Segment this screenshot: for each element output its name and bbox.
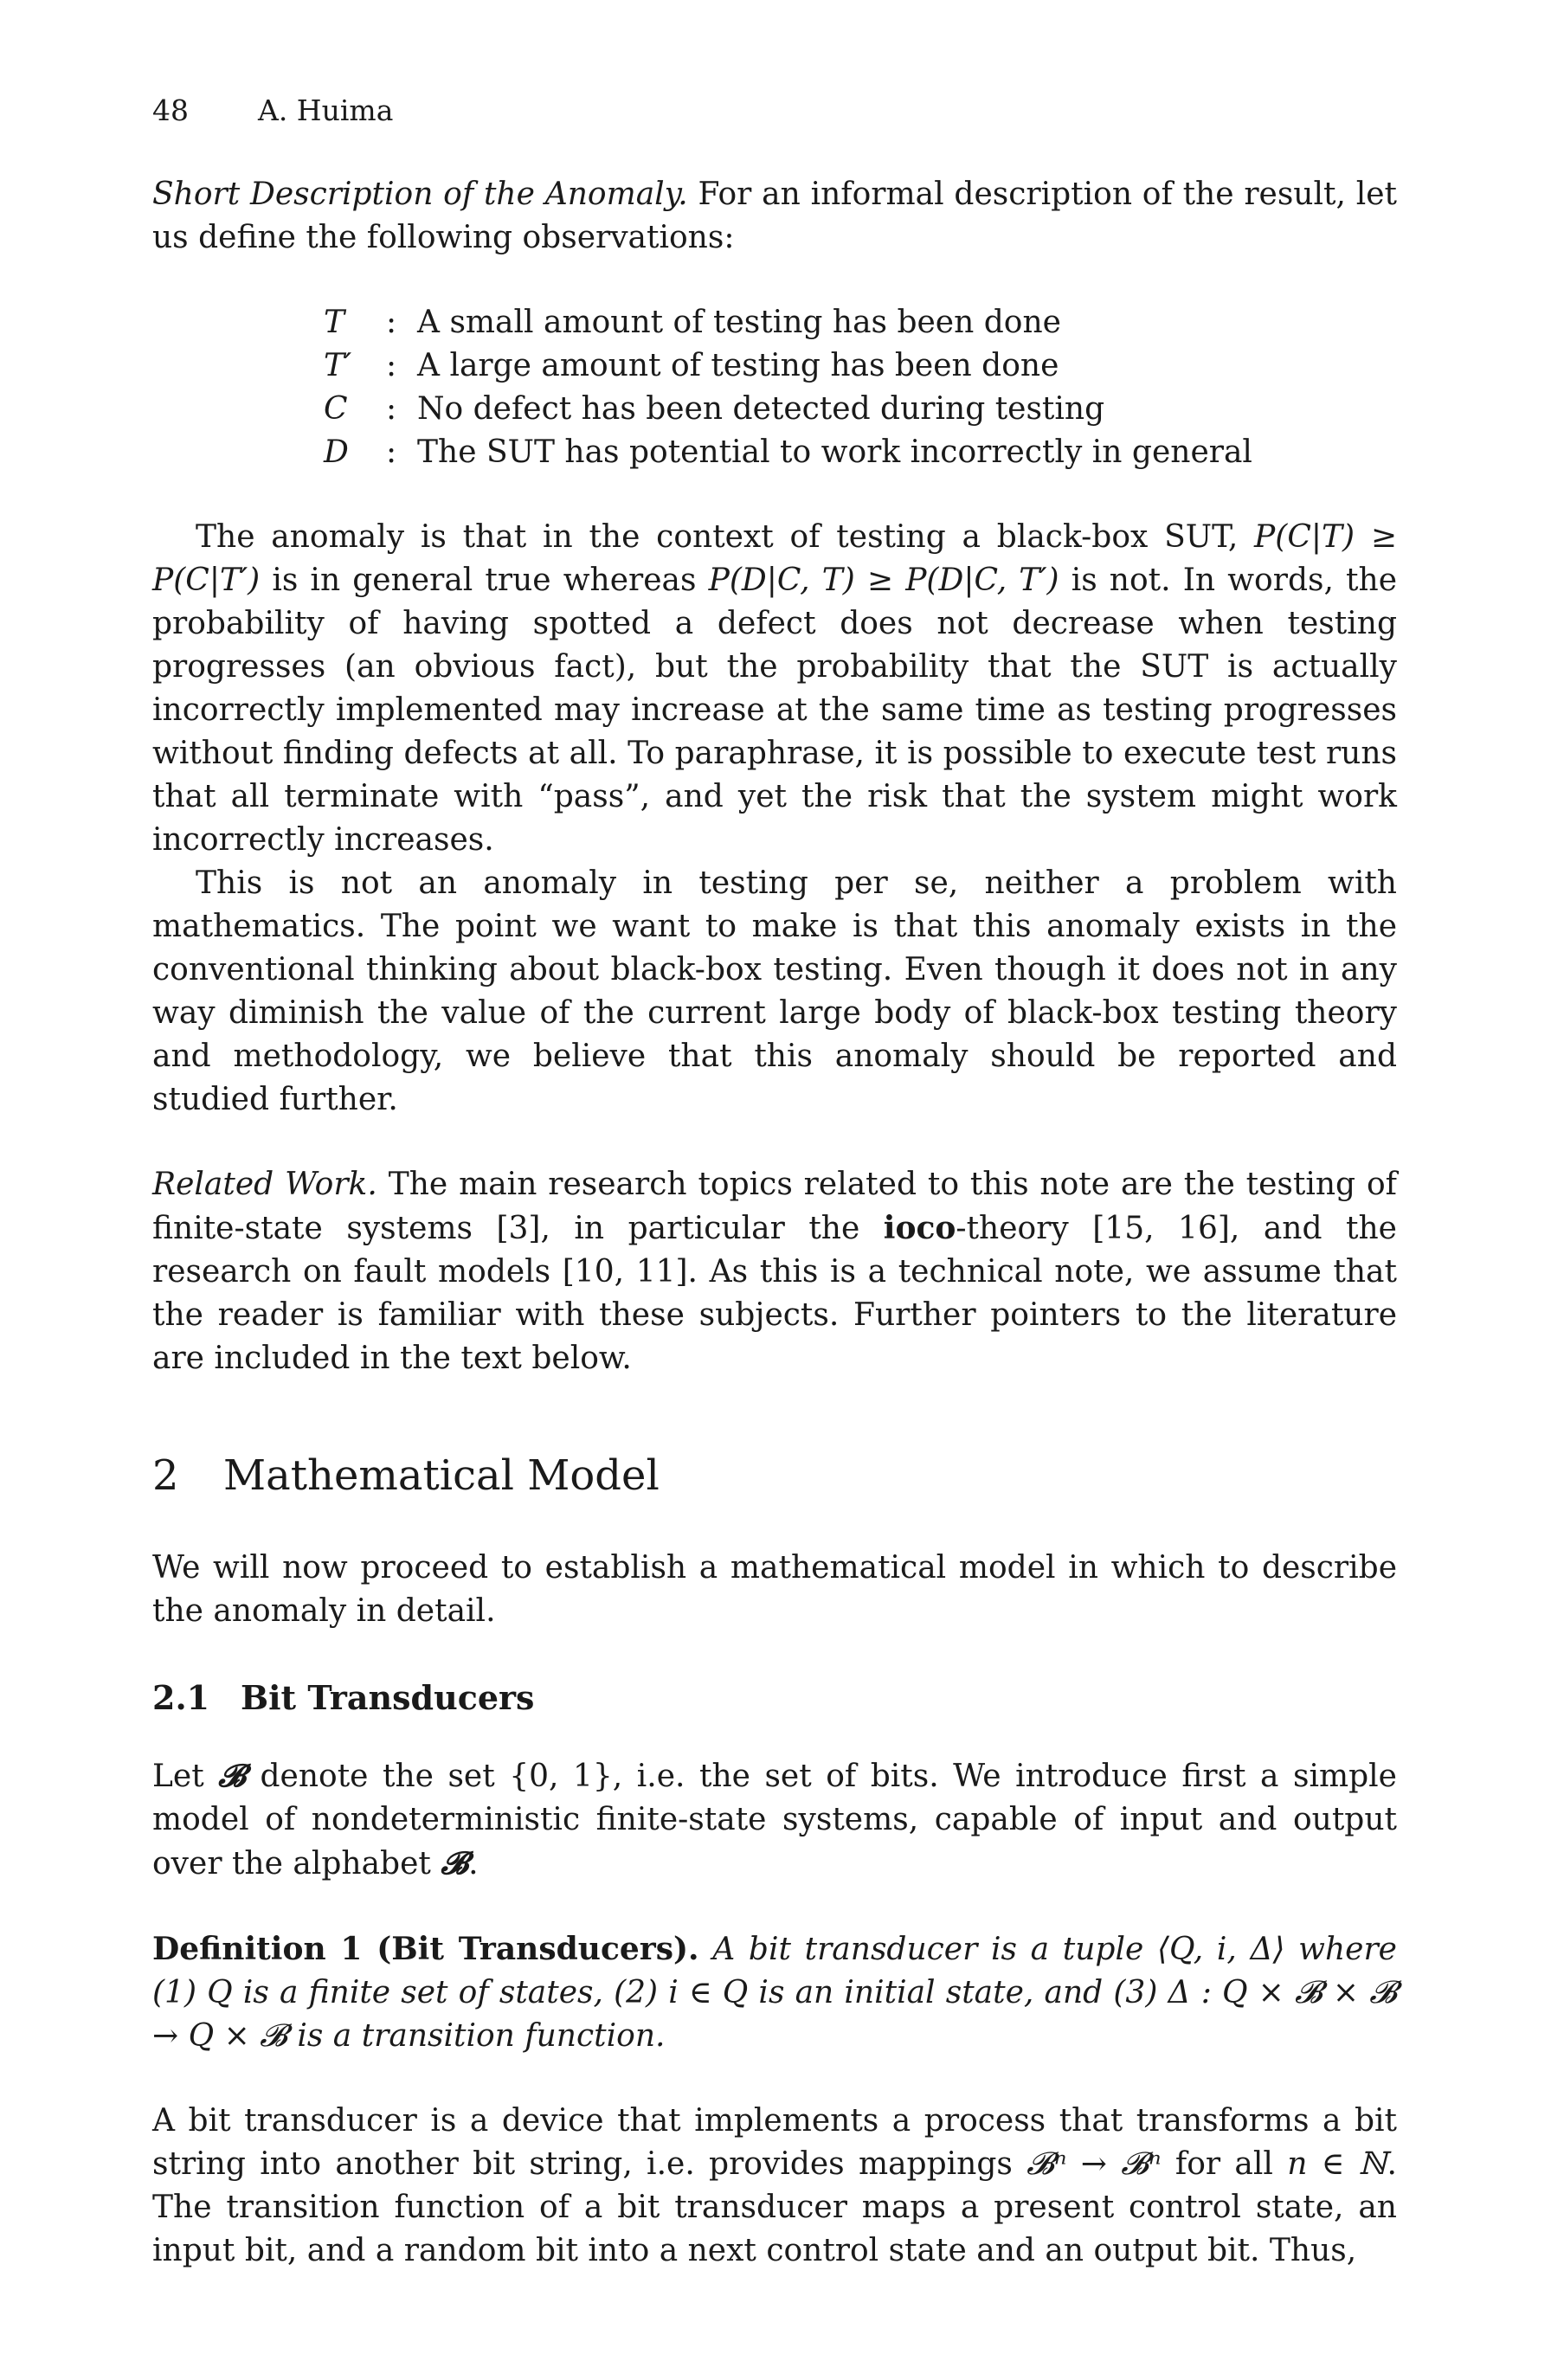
observation-symbol: C: [324, 391, 348, 427]
transducer-text-a: A bit transducer is a device that implements a process that transforms a bit string into another bit string, i.e. provides mappings: [152, 2103, 1397, 2182]
subsection-number: 2.1: [152, 1678, 210, 1717]
observation-item: C : No defect has been detected during testing: [324, 388, 1397, 431]
observation-item: T′ : A large amount of testing has been done: [324, 344, 1397, 388]
related-work-runin-heading: Related Work.: [152, 1167, 377, 1202]
observation-symbol: T: [324, 305, 345, 340]
formula-naturals: n ∈ ℕ: [1287, 2146, 1387, 2182]
observation-text: A large amount of testing has been done: [417, 348, 1059, 383]
bit-set-text-b: denote the set {0, 1}, i.e. the set of bits. We introduce first a simple model of nondeterministic finite-state systems, capable of input and output over the alphabet: [152, 1759, 1397, 1881]
transducer-text-c: . The transition function of a bit transducer maps a present control state, an input bit, and a random bit into a next control state and an output bit. Thus,: [152, 2146, 1397, 2268]
page-number: 48: [152, 93, 189, 127]
transducer-text-b: for all: [1175, 2146, 1273, 2182]
related-work-text-a: The main research topics related to this note are the testing of finite-state systems [3], in particular the: [152, 1167, 1397, 1246]
anomaly-paragraph-1-text-b: is in general true whereas: [272, 563, 697, 598]
anomaly-intro: [152, 173, 1397, 260]
bit-set-text-a: Let: [152, 1759, 204, 1794]
anomaly-runin-heading: Short Description of the Anomaly.: [152, 177, 688, 212]
related-work-paragraph: [152, 1163, 1397, 1380]
observation-symbol: D: [324, 434, 349, 470]
observation-item: D : The SUT has potential to work incorrectly in general: [324, 431, 1397, 474]
formula-mapping: 𝓑ⁿ → 𝓑ⁿ: [1026, 2146, 1162, 2182]
page: [152, 93, 1397, 2273]
subsection-title: Bit Transducers: [241, 1678, 535, 1717]
formula-conditional-coverage: P(C|T) ≥ P(C|T′): [152, 519, 1397, 598]
anomaly-paragraph-1: [152, 516, 1397, 862]
running-author: A. Huima: [258, 93, 394, 127]
ioco-term: ioco: [883, 1210, 956, 1246]
definition-1: [152, 1927, 1397, 2058]
anomaly-paragraph-1-text-c: is not. In words, the probability of having spotted a defect does not decrease when testing progresses (an obvious fact), but the probability that the SUT is actually incorrectly implemented may increase at the same time as testing progresses without finding defects at all. To paraphrase, it is possible to execute test runs that all terminate with “pass”, and yet the risk that the system might work incorrectly increases.: [152, 563, 1397, 858]
definition-label: Definition 1 (Bit Transducers).: [152, 1931, 699, 1967]
transducer-paragraph: [152, 2100, 1397, 2273]
anomaly-intro-text: For an informal description of the result, let us define the following observations:: [152, 177, 1397, 255]
section-intro: We will now proceed to establish a mathematical model in which to describe the anomaly in detail.: [152, 1550, 1397, 1629]
observation-text: The SUT has potential to work incorrectly in general: [417, 434, 1252, 470]
section-number: 2: [152, 1451, 179, 1500]
observation-list: [324, 301, 1397, 474]
anomaly-paragraph-2: This is not an anomaly in testing per se, neither a problem with mathematics. The point we want to make is that this anomaly exists in the conventional thinking about black-box testing. Even though it does not in any way diminish the value of the current large body of black-box testing theory and methodology, we believe that this anomaly should be reported and studied further.: [152, 865, 1397, 1117]
bit-set-symbol: 𝓑: [218, 1758, 246, 1794]
formula-conditional-defect: P(D|C, T) ≥ P(D|C, T′): [708, 563, 1059, 598]
observation-text: No defect has been detected during testing: [417, 391, 1105, 427]
observation-symbol: T′: [324, 348, 352, 383]
observation-item: T : A small amount of testing has been done: [324, 301, 1397, 344]
anomaly-paragraph-1-text-a: The anomaly is that in the context of testing a black-box SUT,: [196, 519, 1239, 555]
bit-set-symbol: 𝓑: [441, 1845, 469, 1881]
definition-body: A bit transducer is a tuple ⟨Q, i, Δ⟩ where (1) Q is a finite set of states, (2) i ∈ Q is an initial state, and (3) Δ : Q × 𝓑 × 𝓑 → Q × 𝓑 is a transition function.: [152, 1932, 1397, 2054]
running-header: [152, 93, 1397, 128]
observation-text: A small amount of testing has been done: [417, 305, 1061, 340]
bit-set-paragraph: [152, 1754, 1397, 1886]
subsection-heading: [152, 1676, 1397, 1720]
related-work-text-b: -theory [15, 16], and the research on fault models [10, 11]. As this is a technical note, we assume that the reader is familiar with these subjects. Further pointers to the literature are included in the text below.: [152, 1211, 1397, 1376]
bit-set-text-c: .: [468, 1846, 479, 1881]
section-title: Mathematical Model: [223, 1451, 660, 1500]
section-heading: [152, 1450, 1397, 1502]
